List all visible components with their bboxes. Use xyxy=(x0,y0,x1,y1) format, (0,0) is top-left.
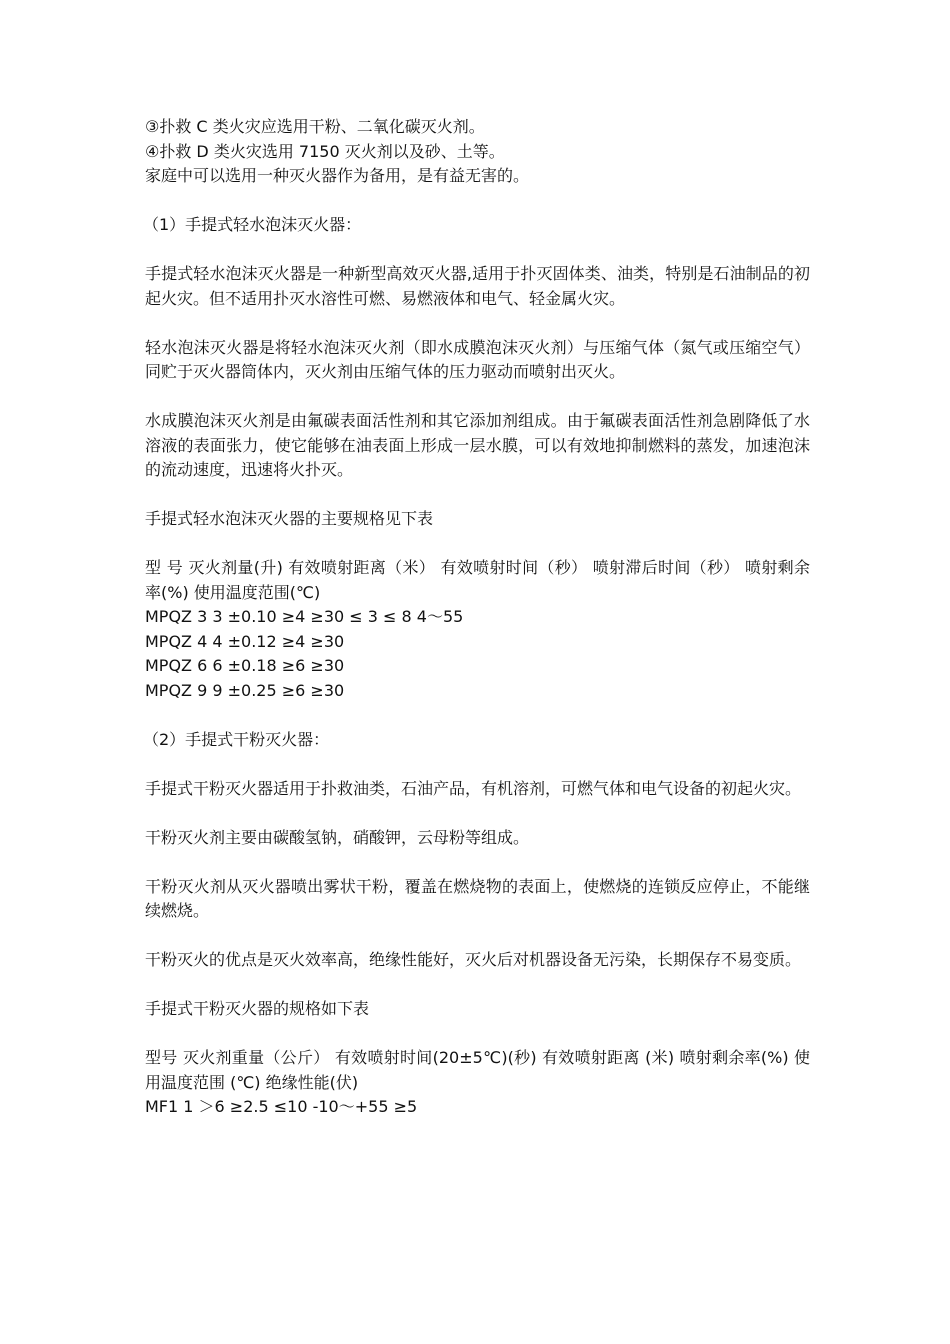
section2-heading: （2）手提式干粉灭火器： xyxy=(143,729,330,749)
section2-table-row: MF1 1 ＞6 ≥2.5 ≤10 -10～+55 ≥5 xyxy=(145,1097,418,1116)
spacer xyxy=(145,801,810,826)
spacer xyxy=(145,752,810,777)
section2-paragraph-2: 干粉灭火剂主要由碳酸氢钠，硝酸钾，云母粉等组成。 xyxy=(145,827,530,847)
section2-table-caption: 手提式干粉灭火器的规格如下表 xyxy=(145,999,370,1018)
section1-paragraph-2: 轻水泡沫灭火器是将轻水泡沫灭火剂（即水成膜泡沫灭火剂）与压缩气体（氮气或压缩空气）同贮于灭火器筒体内，灭火剂由压缩气体的压力驱动而喷射出灭火。 xyxy=(145,337,810,381)
section2-paragraph-1: 手提式干粉灭火器适用于扑救油类，石油产品，有机溶剂，可燃气体和电气设备的初起火灾。 xyxy=(145,778,802,798)
spacer xyxy=(145,973,810,998)
section1-paragraph-1: 手提式轻水泡沫灭火器是一种新型高效灭火器,适用于扑灭固体类、油类，特别是石油制品的初起火灾。但不适用扑灭水溶性可燃、易燃液体和电气、轻金属火灾。 xyxy=(145,264,810,308)
spacer xyxy=(145,703,810,728)
section1-table-row: MPQZ 3 3 ±0.10 ≥4 ≥30 ≤ 3 ≤ 8 4～55 xyxy=(145,607,464,626)
spacer xyxy=(145,483,810,508)
section1-table-caption: 手提式轻水泡沫灭火器的主要规格见下表 xyxy=(145,509,434,528)
section2-table-header: 型号 灭火剂重量（公斤） 有效喷射时间(20±5℃)(秒) 有效喷射距离 (米) 喷射剩余率(%) 使用温度范围 (℃) 绝缘性能(伏) xyxy=(145,1048,810,1092)
spacer xyxy=(145,189,810,214)
section1-table-row: MPQZ 9 9 ±0.25 ≥6 ≥30 xyxy=(145,680,345,700)
intro-line-household: 家庭中可以选用一种灭火器作为备用，是有益无害的。 xyxy=(145,166,530,185)
spacer xyxy=(145,850,810,875)
document-body xyxy=(145,115,810,1120)
section1-table-row: MPQZ 6 6 ±0.18 ≥6 ≥30 xyxy=(145,656,345,675)
section1-table-row: MPQZ 4 4 ±0.12 ≥4 ≥30 xyxy=(145,631,345,651)
spacer xyxy=(145,385,810,410)
intro-line-c-class: ③扑救 C 类火灾应选用干粉、二氧化碳灭火剂。 xyxy=(145,117,485,136)
intro-line-d-class: ④扑救 D 类火灾选用 7150 灭火剂以及砂、土等。 xyxy=(145,141,505,161)
section2-paragraph-3: 干粉灭火剂从灭火器喷出雾状干粉，覆盖在燃烧物的表面上，使燃烧的连锁反应停止，不能继续燃烧。 xyxy=(145,876,810,920)
spacer xyxy=(145,532,810,557)
spacer xyxy=(145,1022,810,1047)
section2-paragraph-4: 干粉灭火的优点是灭火效率高，绝缘性能好，灭火后对机器设备无污染，长期保存不易变质。 xyxy=(145,950,802,969)
section1-paragraph-3: 水成膜泡沫灭火剂是由氟碳表面活性剂和其它添加剂组成。由于氟碳表面活性剂急剧降低了水溶液的表面张力，使它能够在油表面上形成一层水膜，可以有效地抑制燃料的蒸发，加速泡沫的流动速度，迅速将火扑灭。 xyxy=(145,411,810,479)
spacer xyxy=(145,238,810,263)
section1-table-header: 型 号 灭火剂量(升) 有效喷射距离（米） 有效喷射时间（秒） 喷射滞后时间（秒） 喷射剩余率(%) 使用温度范围(℃) xyxy=(145,558,810,602)
spacer xyxy=(145,311,810,336)
section1-heading: （1）手提式轻水泡沫灭火器： xyxy=(143,215,362,234)
spacer xyxy=(145,924,810,949)
